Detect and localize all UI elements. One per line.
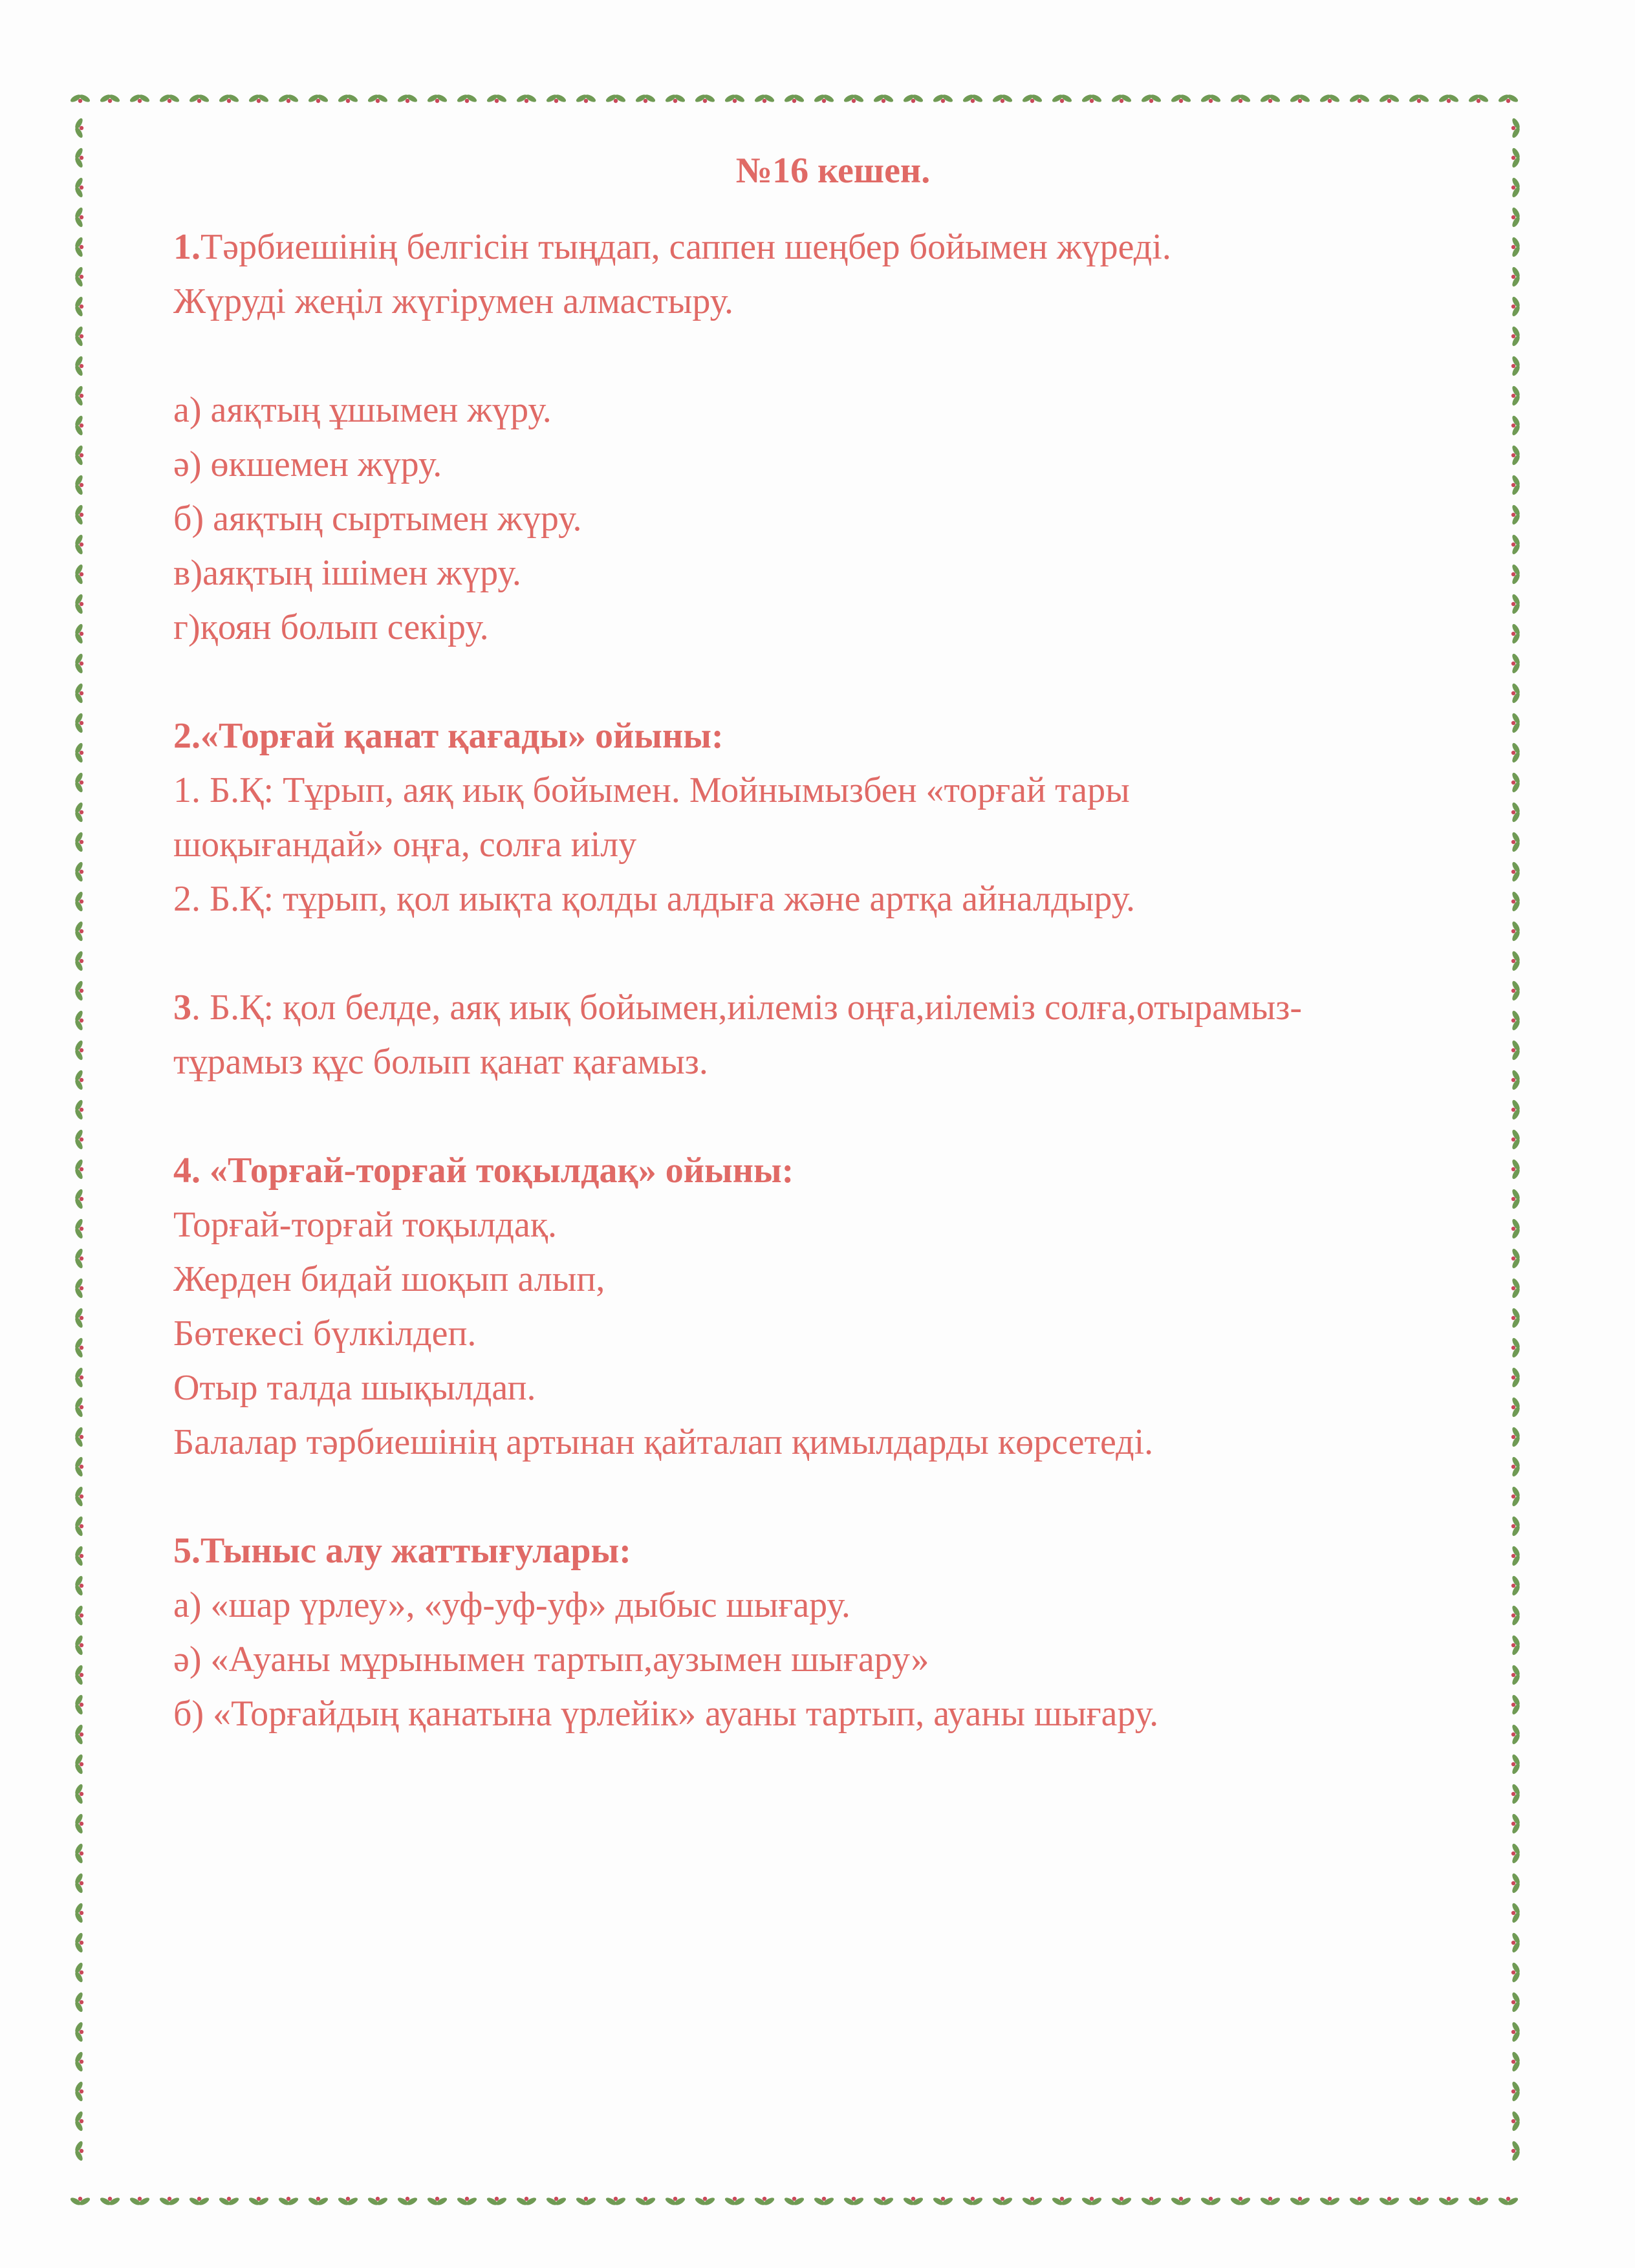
holly-leaf-icon (74, 1961, 84, 1983)
holly-leaf-icon (188, 2196, 210, 2207)
holly-leaf-icon (605, 2196, 627, 2207)
holly-leaf-icon (74, 177, 84, 199)
holly-leaf-icon (396, 2196, 418, 2207)
holly-leaf-icon (74, 623, 84, 645)
holly-leaf-icon (74, 1664, 84, 1686)
holly-leaf-icon (1289, 93, 1311, 103)
holly-leaf-icon (367, 2196, 389, 2207)
holly-leaf-icon (1511, 117, 1521, 139)
holly-leaf-icon (74, 1129, 84, 1150)
holly-leaf-icon (426, 2196, 448, 2207)
holly-leaf-icon (74, 1515, 84, 1537)
holly-leaf-icon (74, 415, 84, 437)
holly-leaf-icon (74, 1545, 84, 1567)
holly-leaf-icon (1170, 2196, 1192, 2207)
holly-leaf-icon (74, 1753, 84, 1775)
holly-leaf-icon (74, 563, 84, 585)
holly-leaf-icon (74, 385, 84, 407)
section-2-line: 2. Б.Қ: тұрып, қол иықта қолды алдыға және артқа айналдыру. (173, 879, 1136, 919)
holly-leaf-icon (74, 1188, 84, 1210)
holly-leaf-icon (74, 1575, 84, 1597)
spacer (173, 654, 1519, 709)
holly-leaf-icon (74, 2021, 84, 2043)
holly-leaf-icon (991, 93, 1013, 103)
holly-leaf-icon (1511, 2080, 1521, 2102)
holly-leaf-icon (74, 147, 84, 169)
holly-leaf-icon (1229, 93, 1251, 103)
holly-leaf-icon (426, 93, 448, 103)
holly-leaf-icon (74, 950, 84, 972)
holly-leaf-icon (74, 325, 84, 347)
holly-leaf-icon (74, 1694, 84, 1716)
section-5-line: б) «Торғайдың қанатына үрлейік» ауаны тартып, ауаны шығару. (173, 1694, 1159, 1734)
section-5-line: а) «шар үрлеу», «уф-уф-уф» дыбыс шығару. (173, 1585, 850, 1625)
holly-leaf-icon (158, 2196, 180, 2207)
holly-leaf-icon (1319, 93, 1341, 103)
holly-leaf-icon (1170, 93, 1192, 103)
spacer (173, 1089, 1519, 1143)
holly-leaf-icon (74, 920, 84, 942)
spacer (173, 329, 1519, 383)
holly-leaf-icon (129, 93, 151, 103)
section-1-item: а) аяқтың ұшымен жүру. (173, 390, 552, 430)
holly-leaf-icon (70, 93, 91, 103)
holly-leaf-icon (74, 2051, 84, 2073)
document-body (173, 144, 1519, 1741)
holly-leaf-icon (74, 117, 84, 139)
holly-leaf-icon (1511, 1872, 1521, 1894)
holly-leaf-icon (753, 93, 775, 103)
holly-leaf-icon (74, 1485, 84, 1507)
holly-leaf-icon (545, 93, 567, 103)
holly-leaf-icon (1021, 93, 1043, 103)
holly-leaf-icon (74, 593, 84, 615)
holly-leaf-icon (74, 534, 84, 556)
holly-leaf-icon (605, 93, 627, 103)
holly-leaf-icon (74, 801, 84, 823)
holly-leaf-icon (74, 1099, 84, 1121)
holly-leaf-icon (932, 93, 954, 103)
holly-leaf-icon (932, 2196, 954, 2207)
holly-leaf-icon (74, 831, 84, 853)
holly-leaf-icon (456, 93, 478, 103)
holly-leaf-icon (1511, 2051, 1521, 2073)
holly-leaf-icon (1497, 2196, 1519, 2207)
holly-leaf-icon (1259, 93, 1281, 103)
section-1-line-1 (173, 220, 1519, 274)
section-1-number: 1. (173, 227, 200, 267)
holly-leaf-icon (74, 266, 84, 288)
holly-leaf-icon (456, 2196, 478, 2207)
holly-leaf-icon (74, 1396, 84, 1418)
holly-leaf-icon (74, 1366, 84, 1388)
holly-leaf-icon (74, 1337, 84, 1359)
holly-leaf-icon (486, 93, 508, 103)
spacer (173, 1469, 1519, 1524)
holly-leaf-icon (248, 2196, 270, 2207)
holly-leaf-icon (1467, 2196, 1489, 2207)
holly-leaf-icon (813, 93, 835, 103)
holly-leaf-icon (74, 1426, 84, 1448)
holly-leaf-icon (307, 93, 329, 103)
holly-leaf-icon (277, 2196, 299, 2207)
holly-leaf-icon (813, 2196, 835, 2207)
holly-leaf-icon (74, 1247, 84, 1269)
holly-leaf-icon (277, 93, 299, 103)
holly-leaf-icon (99, 2196, 121, 2207)
holly-leaf-icon (1319, 2196, 1341, 2207)
holly-leaf-icon (158, 93, 180, 103)
holly-leaf-icon (962, 2196, 984, 2207)
holly-leaf-icon (74, 1010, 84, 1031)
holly-leaf-icon (1511, 2021, 1521, 2043)
section-5-line: ә) «Ауаны мұрынымен тартып,аузымен шығару» (173, 1639, 929, 1679)
holly-leaf-icon (1408, 93, 1430, 103)
holly-leaf-icon (843, 2196, 865, 2207)
holly-leaf-icon (1081, 2196, 1103, 2207)
holly-leaf-icon (70, 2196, 91, 2207)
holly-leaf-icon (1051, 2196, 1073, 2207)
poem-line: Бөтекесі бүлкілдеп. (173, 1313, 477, 1354)
holly-leaf-icon (74, 1783, 84, 1805)
holly-leaf-icon (337, 2196, 359, 2207)
holly-leaf-icon (575, 2196, 597, 2207)
holly-leaf-icon (74, 1842, 84, 1864)
holly-leaf-icon (74, 1307, 84, 1329)
section-3-number: 3 (173, 988, 191, 1028)
poem-line: Торғай-торғай тоқылдақ. (173, 1205, 558, 1245)
holly-leaf-icon (1408, 2196, 1430, 2207)
section-1-item: ә) өкшемен жүру. (173, 444, 442, 484)
holly-leaf-icon (74, 1872, 84, 1894)
holly-leaf-icon (872, 93, 894, 103)
spacer (173, 926, 1519, 980)
holly-leaf-icon (1021, 2196, 1043, 2207)
holly-leaf-icon (902, 93, 924, 103)
holly-leaf-icon (74, 206, 84, 228)
holly-leaf-icon (74, 1456, 84, 1478)
holly-leaf-icon (634, 2196, 656, 2207)
holly-leaf-icon (218, 2196, 240, 2207)
holly-leaf-icon (1378, 93, 1400, 103)
holly-leaf-icon (872, 2196, 894, 2207)
holly-leaf-icon (74, 1039, 84, 1061)
holly-leaf-icon (1110, 93, 1132, 103)
holly-leaf-icon (1511, 1902, 1521, 1924)
section-1-item: в)аяқтың ішімен жүру. (173, 553, 521, 593)
holly-leaf-icon (902, 2196, 924, 2207)
holly-leaf-icon (1081, 93, 1103, 103)
holly-leaf-icon (99, 93, 121, 103)
holly-leaf-icon (753, 2196, 775, 2207)
holly-leaf-icon (74, 2110, 84, 2132)
holly-leaf-icon (74, 444, 84, 466)
section-1-line-2: Жүруді жеңіл жүгірумен алмастыру. (173, 281, 734, 321)
holly-leaf-icon (1511, 1932, 1521, 1954)
holly-leaf-icon (74, 355, 84, 377)
holly-leaf-icon (694, 93, 716, 103)
holly-leaf-icon (1438, 2196, 1460, 2207)
holly-leaf-icon (1289, 2196, 1311, 2207)
holly-leaf-icon (575, 93, 597, 103)
section-5-heading: 5.Тыныс алу жаттығулары: (173, 1531, 631, 1571)
holly-leaf-icon (843, 93, 865, 103)
holly-leaf-icon (634, 93, 656, 103)
holly-leaf-icon (783, 2196, 805, 2207)
holly-leaf-icon (1511, 1991, 1521, 2013)
holly-leaf-icon (1497, 93, 1519, 103)
holly-leaf-icon (724, 93, 746, 103)
holly-leaf-icon (1467, 93, 1489, 103)
section-1-item: б) аяқтың сыртымен жүру. (173, 499, 582, 539)
holly-leaf-icon (74, 1277, 84, 1299)
holly-leaf-icon (1200, 93, 1222, 103)
section-2-line: шоқығандай» оңға, солға иілу (173, 825, 637, 865)
holly-leaf-icon (337, 93, 359, 103)
holly-leaf-icon (74, 474, 84, 496)
holly-leaf-icon (694, 2196, 716, 2207)
holly-leaf-icon (724, 2196, 746, 2207)
holly-leaf-icon (367, 93, 389, 103)
holly-leaf-icon (74, 1218, 84, 1240)
holly-leaf-icon (74, 891, 84, 913)
holly-leaf-icon (991, 2196, 1013, 2207)
holly-leaf-icon (1378, 2196, 1400, 2207)
holly-leaf-icon (664, 2196, 686, 2207)
holly-leaf-icon (515, 93, 537, 103)
holly-leaf-icon (1511, 2110, 1521, 2132)
holly-leaf-icon (74, 296, 84, 318)
holly-leaf-icon (248, 93, 270, 103)
holly-leaf-icon (1140, 93, 1162, 103)
holly-leaf-icon (74, 1723, 84, 1745)
holly-leaf-icon (74, 682, 84, 704)
holly-leaf-icon (188, 93, 210, 103)
section-3-line-1 (173, 980, 1519, 1035)
holly-leaf-icon (1511, 1783, 1521, 1805)
section-3-line-2: тұрамыз құс болып қанат қағамыз. (173, 1042, 708, 1082)
holly-leaf-icon (74, 1158, 84, 1180)
section-4-heading: 4. «Торғай-торғай тоқылдақ» ойыны: (173, 1150, 794, 1191)
holly-leaf-icon (962, 93, 984, 103)
holly-leaf-icon (74, 1932, 84, 1954)
holly-leaf-icon (74, 1634, 84, 1656)
holly-leaf-icon (1438, 93, 1460, 103)
holly-leaf-icon (74, 1069, 84, 1091)
holly-leaf-icon (545, 2196, 567, 2207)
holly-leaf-icon (783, 93, 805, 103)
holly-leaf-icon (74, 712, 84, 734)
holly-leaf-icon (1051, 93, 1073, 103)
holly-leaf-icon (1511, 2140, 1521, 2162)
holly-leaf-icon (1229, 2196, 1251, 2207)
holly-leaf-icon (74, 980, 84, 1002)
poem-line: Отыр талда шықылдап. (173, 1368, 536, 1408)
holly-leaf-icon (1511, 1842, 1521, 1864)
section-3-text: . Б.Қ: қол белде, аяқ иық бойымен,иілеміз оңға,иілеміз солға,отырамыз- (191, 988, 1302, 1028)
section-4-instruction: Балалар тәрбиешінің артынан қайталап қимылдарды көрсетеді. (173, 1422, 1154, 1462)
holly-leaf-icon (1110, 2196, 1132, 2207)
holly-leaf-icon (74, 1991, 84, 2013)
section-1-item: г)қоян болып секіру. (173, 607, 489, 647)
holly-leaf-icon (129, 2196, 151, 2207)
holly-leaf-icon (74, 1604, 84, 1626)
holly-leaf-icon (1511, 1753, 1521, 1775)
holly-leaf-icon (74, 504, 84, 526)
holly-leaf-icon (396, 93, 418, 103)
holly-leaf-icon (74, 742, 84, 764)
holly-leaf-icon (515, 2196, 537, 2207)
holly-leaf-icon (1200, 2196, 1222, 2207)
section-2-heading: 2.«Торғай қанат қағады» ойыны: (173, 716, 724, 756)
holly-leaf-icon (1259, 2196, 1281, 2207)
holly-leaf-icon (1348, 2196, 1370, 2207)
holly-leaf-icon (1140, 2196, 1162, 2207)
holly-leaf-icon (74, 653, 84, 675)
section-2-line: 1. Б.Қ: Тұрып, аяқ иық бойымен. Мойнымызбен «торғай тары (173, 770, 1130, 810)
holly-leaf-icon (664, 93, 686, 103)
holly-leaf-icon (74, 2140, 84, 2162)
holly-leaf-icon (486, 2196, 508, 2207)
holly-leaf-icon (74, 861, 84, 883)
holly-leaf-icon (74, 2080, 84, 2102)
holly-leaf-icon (74, 1902, 84, 1924)
holly-leaf-icon (1348, 93, 1370, 103)
holly-leaf-icon (1511, 1813, 1521, 1835)
holly-leaf-icon (74, 772, 84, 794)
holly-leaf-icon (218, 93, 240, 103)
holly-leaf-icon (74, 1813, 84, 1835)
holly-leaf-icon (74, 236, 84, 258)
page-title: №16 кешен. (735, 151, 931, 191)
poem-line: Жерден бидай шоқып алып, (173, 1259, 605, 1299)
holly-leaf-icon (307, 2196, 329, 2207)
holly-leaf-icon (1511, 1961, 1521, 1983)
section-1-text: Тәрбиешінің белгісін тыңдап, саппен шеңбер бойымен жүреді. (200, 227, 1171, 267)
